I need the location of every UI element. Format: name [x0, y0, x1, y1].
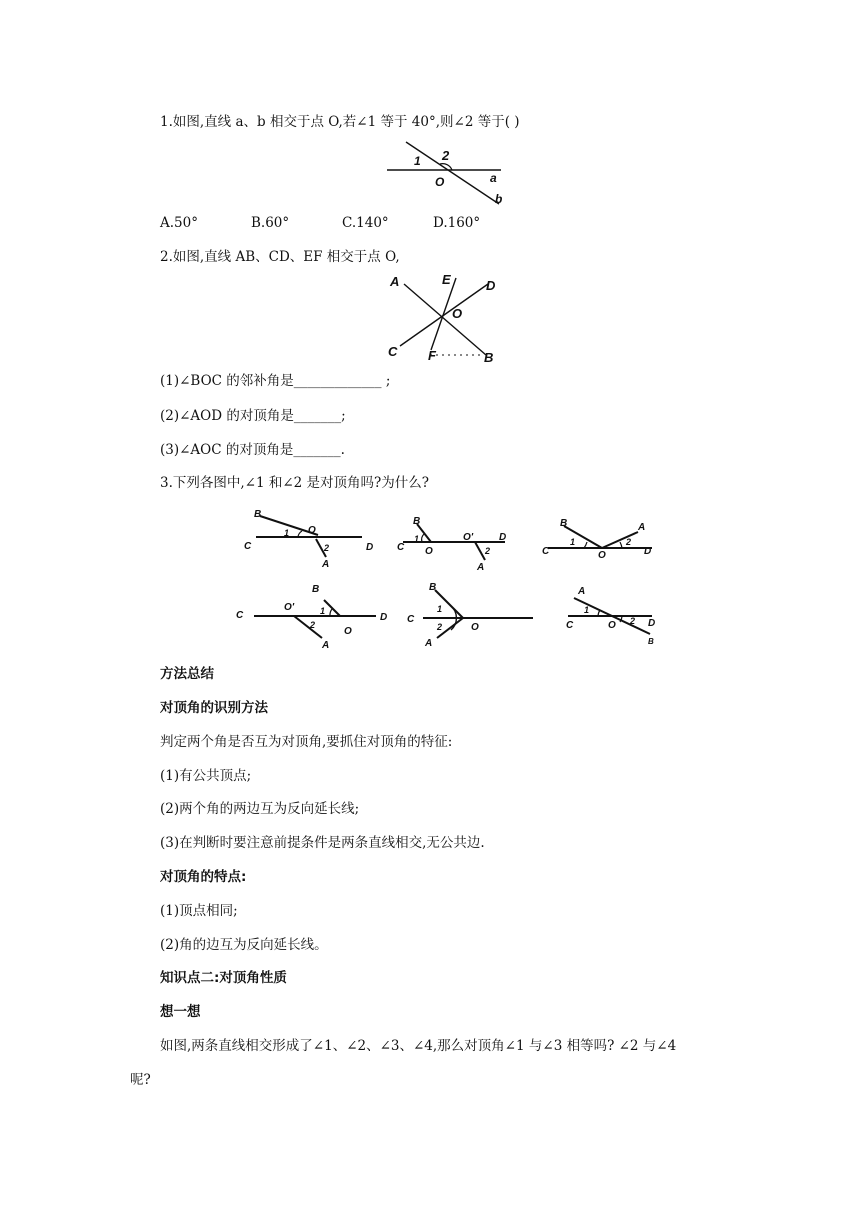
option-c: C.140° [342, 215, 389, 231]
label-d: D [648, 618, 656, 629]
label-o: O [598, 550, 606, 561]
feature-1: (1)顶点相同; [160, 903, 238, 919]
option-a: A.50° [160, 215, 198, 231]
q3-figure-2 [395, 512, 525, 577]
label-o: O [471, 622, 479, 633]
label-o: O [425, 546, 433, 557]
line-cd [400, 284, 488, 346]
line-b [406, 142, 499, 204]
q3-figure-3 [540, 512, 670, 577]
q2-part-1: (1)∠BOC 的邻补角是_____________ ; [160, 373, 391, 389]
label-1: 1 [284, 528, 290, 538]
line-b-label: b [495, 192, 503, 206]
label-o: O [344, 626, 352, 637]
label-b: B [648, 637, 654, 646]
kp2-heading: 知识点二:对顶角性质 [160, 970, 287, 986]
label-c: C [566, 620, 574, 631]
q3-figure-1 [242, 505, 372, 570]
kp2-paragraph-line1: 如图,两条直线相交形成了∠1、∠2、∠3、∠4,那么对顶角∠1 与∠3 相等吗? ∠2 与∠4 [160, 1038, 677, 1054]
label-a: A [425, 638, 433, 649]
q1-stem: 1.如图,直线 a、b 相交于点 O,若∠1 等于 40°,则∠2 等于( ) [160, 114, 520, 130]
q3-figure-6 [560, 580, 690, 650]
q2-stem: 2.如图,直线 AB、CD、EF 相交于点 O, [160, 249, 400, 265]
method-sub1: 对顶角的识别方法 [160, 700, 268, 716]
label-c: C [244, 541, 252, 552]
label-d: D [380, 612, 388, 623]
point-d-label: D [486, 278, 496, 293]
label-b: B [429, 582, 437, 593]
q3-figure-5 [405, 580, 545, 650]
label-c: C [542, 546, 550, 557]
method-point-3: (3)在判断时要注意前提条件是两条直线相交,无公共边. [160, 835, 485, 851]
label-d: D [366, 542, 374, 553]
q3-stem: 3.下列各图中,∠1 和∠2 是对顶角吗?为什么? [160, 475, 430, 491]
point-o-label: O [452, 306, 463, 321]
label-c: C [236, 610, 244, 621]
label-o-prime: O' [463, 532, 474, 543]
label-2: 2 [485, 546, 491, 556]
label-b: B [560, 518, 568, 529]
line-a-label: a [490, 171, 497, 185]
q2-part-2: (2)∠AOD 的对顶角是_______; [160, 408, 346, 424]
label-b: B [413, 516, 421, 527]
q3-figure-4 [232, 580, 392, 650]
label-2: 2 [626, 537, 632, 547]
label-a: A [638, 522, 646, 533]
q2-part-3: (3)∠AOC 的对顶角是_______. [160, 442, 345, 458]
option-d: D.160° [433, 215, 481, 231]
point-c-label: C [388, 344, 398, 359]
option-b: B.60° [251, 215, 290, 231]
angle-2-label: 2 [442, 148, 450, 163]
label-2: 2 [437, 622, 443, 632]
angle-1-label: 1 [414, 154, 421, 168]
label-o: O [308, 525, 316, 536]
label-1: 1 [414, 534, 420, 544]
q2-figure [386, 270, 516, 365]
label-d: D [644, 546, 652, 557]
label-2: 2 [630, 616, 636, 626]
label-a: A [322, 640, 330, 651]
kp2-paragraph-line2: 呢? [130, 1072, 151, 1088]
label-c: C [407, 614, 415, 625]
label-a: A [477, 562, 485, 573]
label-1: 1 [584, 605, 590, 615]
point-b-label: B [484, 350, 494, 365]
label-a: A [578, 586, 586, 597]
label-1: 1 [437, 604, 443, 614]
point-a-label: A [390, 274, 400, 289]
label-1: 1 [320, 606, 326, 616]
label-2: 2 [324, 543, 330, 553]
method-sub2: 对顶角的特点: [160, 869, 247, 885]
label-c: C [397, 542, 405, 553]
method-point-2: (2)两个角的两边互为反向延长线; [160, 801, 360, 817]
point-f-label: F [428, 348, 436, 363]
label-o-prime: O' [284, 602, 295, 613]
method-heading: 方法总结 [160, 666, 214, 682]
feature-2: (2)角的边互为反向延长线。 [160, 937, 328, 953]
label-a: A [322, 559, 330, 570]
method-intro: 判定两个角是否互为对顶角,要抓住对顶角的特征: [160, 734, 453, 750]
method-point-1: (1)有公共顶点; [160, 768, 252, 784]
label-o: O [608, 620, 616, 631]
point-e-label: E [442, 272, 451, 287]
label-d: D [499, 532, 507, 543]
label-2: 2 [310, 620, 316, 630]
label-b: B [312, 584, 320, 595]
think-heading: 想一想 [160, 1004, 201, 1020]
point-o-label: O [435, 175, 445, 189]
label-b: B [254, 509, 262, 520]
label-1: 1 [570, 537, 576, 547]
